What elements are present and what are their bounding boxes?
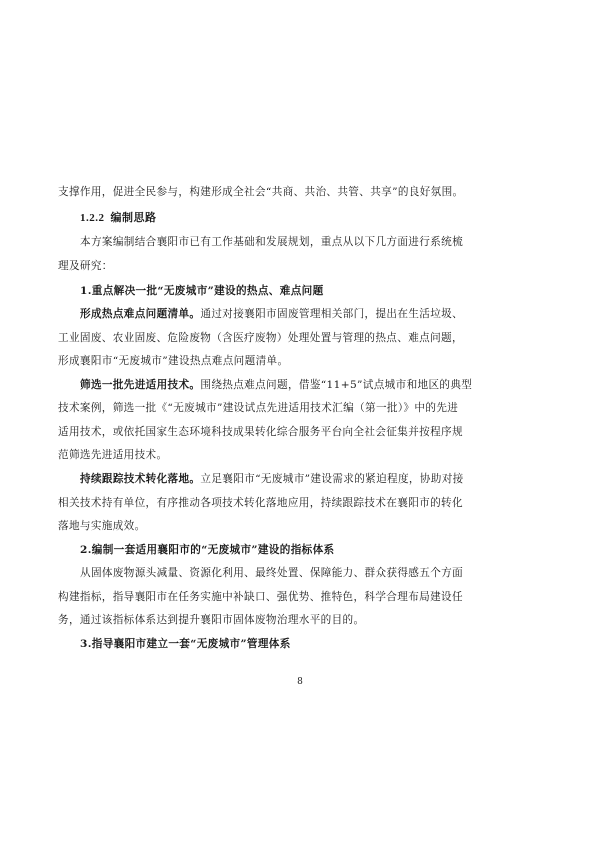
item1-para2-line-2: 技术案例，筛选一批《“无废城市”建设试点先进适用技术汇编（第一批）》中的先进 [58, 402, 459, 414]
item1-para1-line-1 [80, 307, 542, 321]
section-heading [80, 209, 157, 225]
item1-para1-lead: 形成热点难点问题清单。 [80, 308, 201, 320]
item1-para2-line-4: 范筛选先进适用技术。 [58, 449, 168, 461]
item1-para1-line-3: 形成襄阳市“无废城市”建设热点难点问题清单。 [58, 355, 289, 367]
item2-line-3: 务，通过该指标体系达到提升襄阳市固体废物治理水平的目的。 [58, 614, 365, 626]
item1-para3-line-2: 相关技术持有单位，有序推动各项技术转化落地应用，持续跟踪技术在襄阳市的转化 [58, 497, 463, 509]
item2-line-1: 从固体废物源头减量、资源化利用、最终处置、保障能力、群众获得感五个方面 [80, 567, 464, 579]
section-title: 编制思路 [110, 211, 157, 224]
item1-para1-text: 通过对接襄阳市固废管理相关部门，提出在生活垃圾、 [200, 308, 464, 320]
page-number: 8 [297, 677, 303, 687]
item3-heading: 3.指导襄阳市建立一套“无废城市”管理体系 [80, 638, 291, 650]
item1-para3-line-3: 落地与实施成效。 [58, 520, 146, 532]
intro-line: 支撑作用，促进全民参与，构建形成全社会“共商、共治、共管、共享”的良好氛围。 [58, 186, 464, 198]
item2-heading: 2.编制一套适用襄阳市的“无废城市”建设的指标体系 [80, 544, 335, 556]
item1-heading: 1.重点解决一批“无废城市”建设的热点、难点问题 [80, 285, 324, 297]
lead-paragraph-line-2: 理及研究： [58, 260, 113, 272]
item2-line-2: 构建指标，指导襄阳市在任务实施中补缺口、强优势、推特色，科学合理布局建设任 [58, 591, 463, 603]
item1-para2-line-3: 适用技术，或依托国家生态环境科技成果转化综合服务平台向全社会征集并按程序规 [58, 426, 463, 438]
lead-paragraph-line-1: 本方案编制结合襄阳市已有工作基础和发展规划，重点从以下几方面进行系统梳 [80, 236, 464, 248]
item1-para3-lead: 持续跟踪技术转化落地。 [80, 473, 201, 485]
item1-para3-line-1 [80, 472, 542, 486]
item1-para3-text: 立足襄阳市“无废城市”建设需求的紧迫程度，协助对接 [200, 473, 464, 485]
item1-para2-line-1 [80, 378, 542, 392]
item1-para1-line-2: 工业固废、农业固废、危险废物（含医疗废物）处理处置与管理的热点、难点问题， [58, 332, 463, 344]
item1-para2-text: 围绕热点难点问题，借鉴“11+5”试点城市和地区的典型 [200, 379, 473, 391]
section-number: 1.2.2 [80, 212, 105, 224]
item1-para2-lead: 筛选一批先进适用技术。 [80, 379, 201, 391]
